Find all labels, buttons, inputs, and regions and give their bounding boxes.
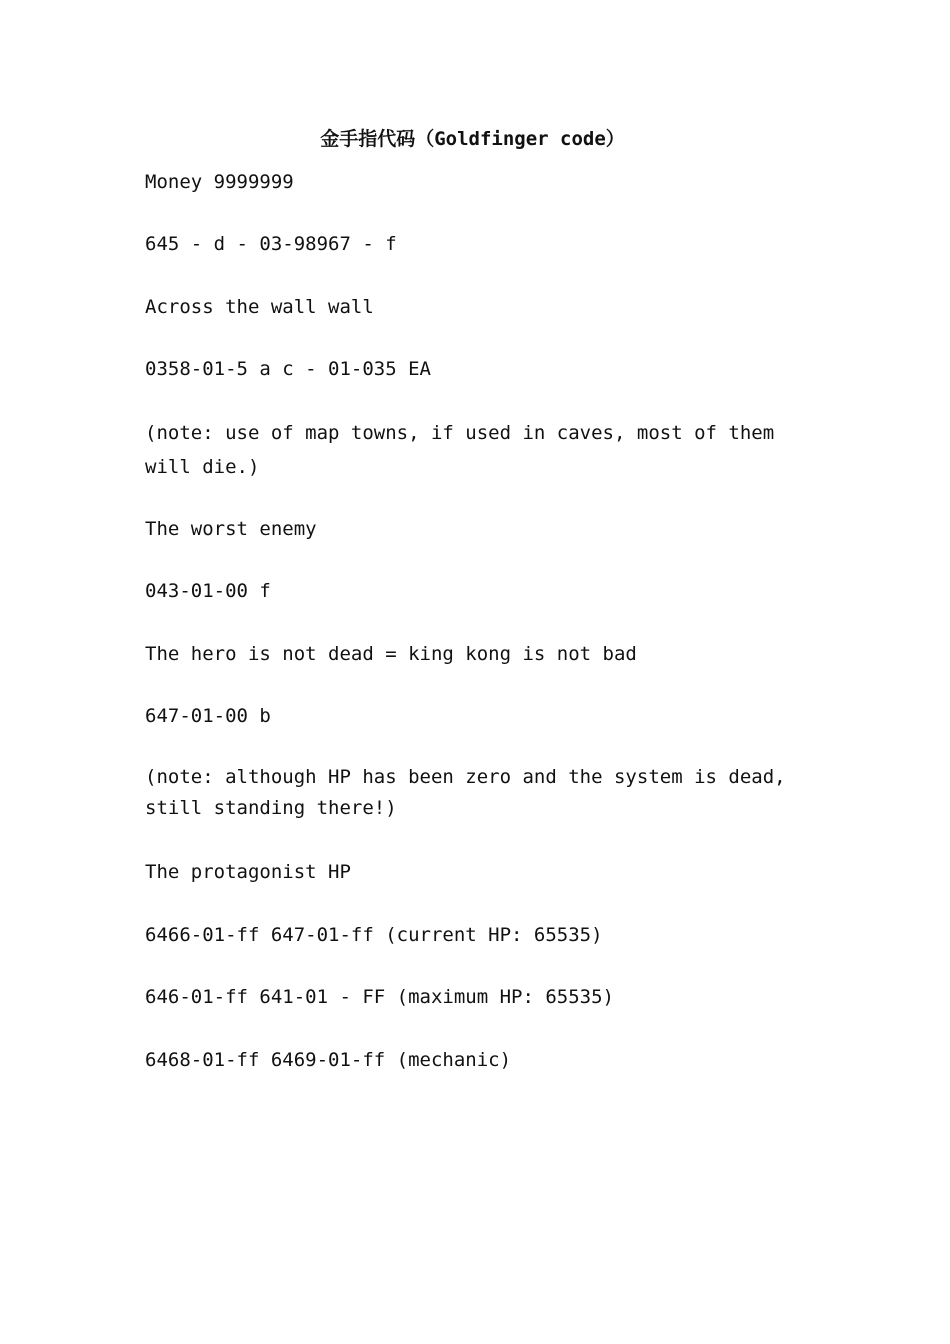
text-line-enemy-label: The worst enemy <box>145 518 317 540</box>
text-line-wall-code: 0358-01-5 a c - 01-035 EA <box>145 358 431 380</box>
text-line-mechanic-code: 6468-01-ff 6469-01-ff (mechanic) <box>145 1049 512 1071</box>
text-line-enemy-code: 043-01-00 f <box>145 580 271 602</box>
text-line-wall-note: (note: use of map towns, if used in caves, most of them will die.) <box>145 422 786 478</box>
text-line-money-code: 645 - d - 03-98967 - f <box>145 233 397 255</box>
text-line-hp-label: The protagonist HP <box>145 861 351 883</box>
text-line-current-hp-code: 6466-01-ff 647-01-ff (current HP: 65535) <box>145 924 603 946</box>
text-line-money-label: Money 9999999 <box>145 171 294 193</box>
text-line-maximum-hp-code: 646-01-ff 641-01 - FF (maximum HP: 65535) <box>145 986 614 1008</box>
text-line-wall-label: Across the wall wall <box>145 296 374 318</box>
document-title: 金手指代码（Goldfinger code） <box>320 128 625 150</box>
text-line-hero-note: (note: although HP has been zero and the system is dead, still standing there!) <box>145 766 798 819</box>
text-line-hero-code: 647-01-00 b <box>145 705 271 727</box>
text-line-hero-label: The hero is not dead = king kong is not bad <box>145 643 637 665</box>
